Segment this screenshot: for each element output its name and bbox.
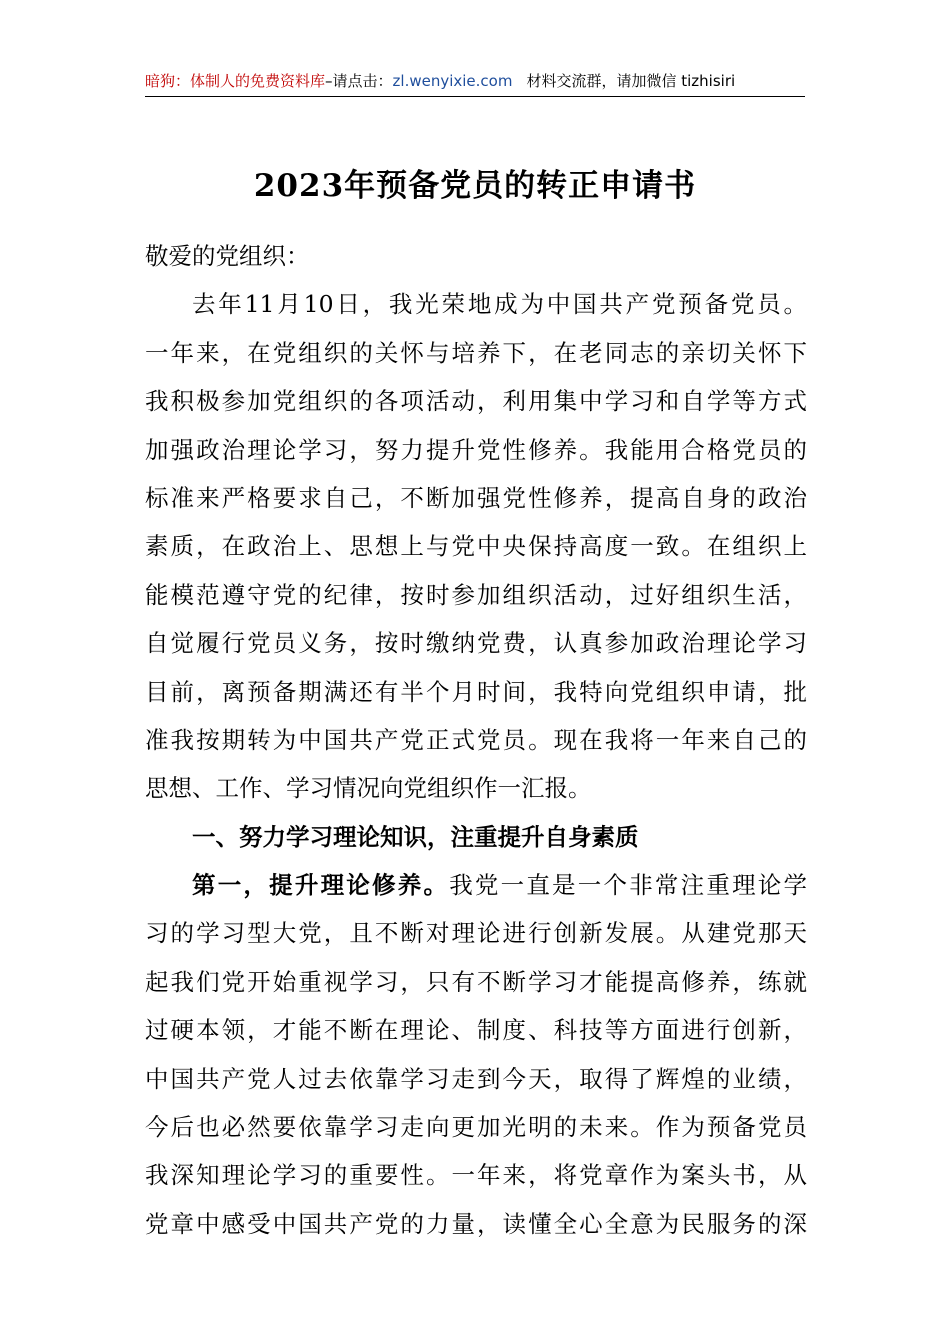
paragraph-line: 目前，离预备期满还有半个月时间，我特向党组织申请，批	[145, 677, 807, 706]
section-heading: 一、努力学习理论知识，注重提升自身素质	[192, 822, 639, 851]
paragraph-line: 加强政治理论学习，努力提升党性修养。我能用合格党员的	[145, 435, 807, 464]
page-header	[145, 70, 805, 97]
paragraph-line: 我积极参加党组织的各项活动，利用集中学习和自学等方式	[145, 387, 807, 416]
paragraph-line: 标准来严格要求自己，不断加强党性修养，提高自身的政治	[145, 483, 807, 512]
document-title: 2023年预备党员的转正申请书	[253, 168, 697, 204]
paragraph-line: 去年11月10日，我光荣地成为中国共产党预备党员。	[192, 290, 807, 319]
paragraph-line: 党章中感受中国共产党的力量，读懂全心全意为民服务的深	[145, 1209, 807, 1238]
paragraph-line: 中国共产党人过去依靠学习走到今天，取得了辉煌的业绩，	[145, 1064, 807, 1093]
paragraph-line: 准我按期转为中国共产党正式党员。现在我将一年来自己的	[145, 725, 807, 754]
paragraph-line: 思想、工作、学习情况向党组织作一汇报。	[145, 774, 592, 803]
paragraph-line: 习的学习型大党，且不断对理论进行创新发展。从建党那天	[145, 919, 807, 948]
header-contact: 材料交流群，请加微信 tizhisiri	[526, 72, 736, 90]
point-first-line-rest: 我党一直是一个非常注重理论学	[449, 871, 808, 900]
paragraph-line: 一年来，在党组织的关怀与培养下，在老同志的亲切关怀下	[145, 338, 807, 367]
point-first-line	[145, 861, 807, 909]
header-site-name: 暗狗：体制人的免费资料库	[145, 72, 326, 90]
paragraph-line: 起我们党开始重视学习，只有不断学习才能提高修养，练就	[145, 967, 807, 996]
header-prompt: –请点击：	[325, 72, 393, 90]
document-body	[145, 232, 807, 1248]
paragraph-line: 过硬本领，才能不断在理论、制度、科技等方面进行创新，	[145, 1016, 807, 1045]
paragraph-line: 素质，在政治上、思想上与党中央保持高度一致。在组织上	[145, 532, 807, 561]
paragraph-line: 能模范遵守党的纪律，按时参加组织活动，过好组织生活，	[145, 580, 807, 609]
point-lead: 第一，提升理论修养。	[192, 871, 450, 900]
paragraph-line: 今后也必然要依靠学习走向更加光明的未来。作为预备党员	[145, 1113, 807, 1142]
header-url-link[interactable]: zl.wenyixie.com	[392, 72, 513, 90]
paragraph-line: 自觉履行党员义务，按时缴纳党费，认真参加政治理论学习	[145, 629, 807, 658]
paragraph-line: 我深知理论学习的重要性。一年来，将党章作为案头书，从	[145, 1161, 807, 1190]
salutation: 敬爱的党组织：	[145, 242, 310, 270]
